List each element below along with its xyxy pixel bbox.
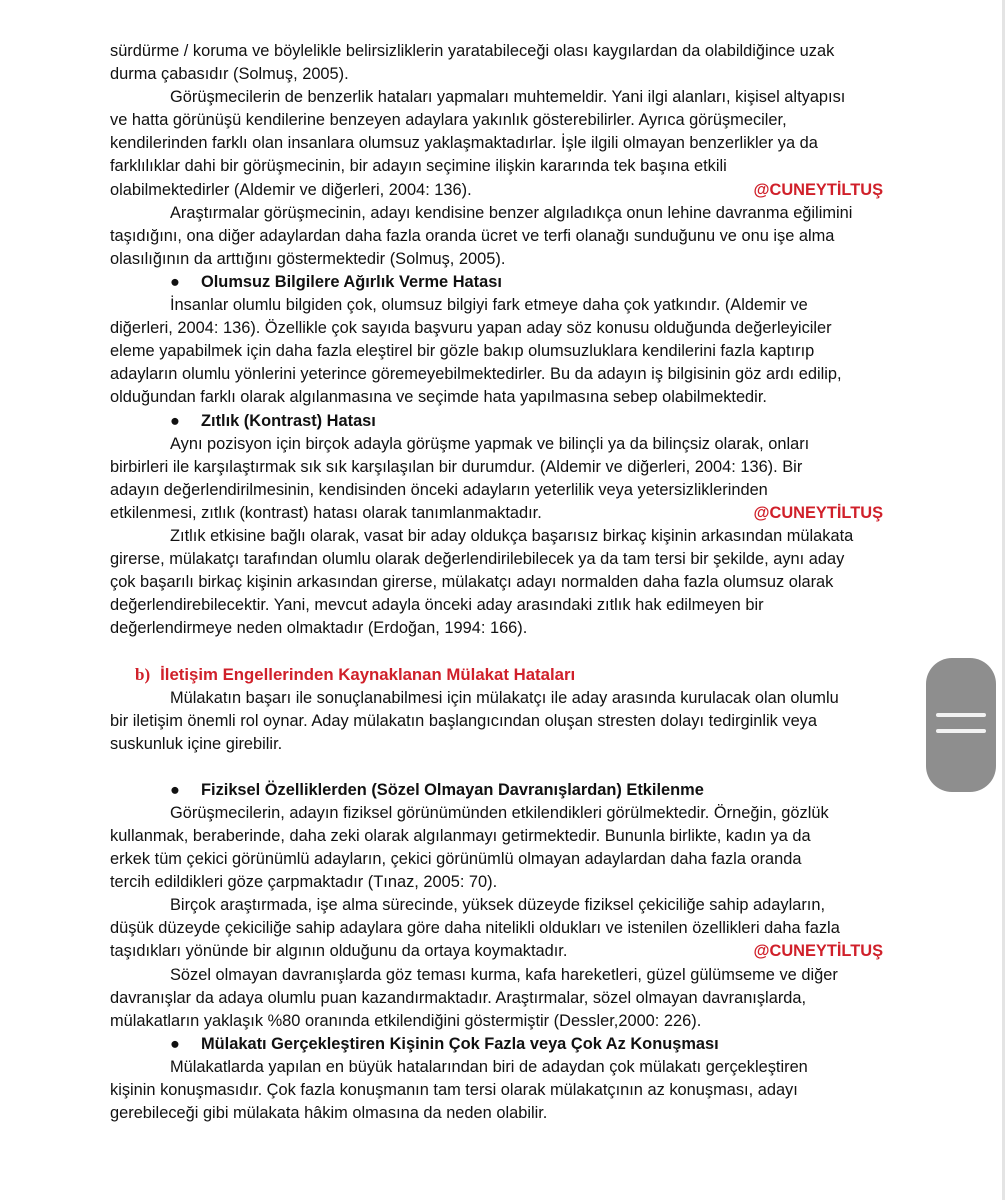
grip-line-icon (936, 729, 986, 733)
text-line: taşıdıkları yönünde bir algının olduğunu da ortaya koymaktadır. (110, 942, 568, 961)
bullet-heading-fiziksel: ● Fiziksel Özelliklerden (Sözel Olmayan Davranışlardan) Etkilenme (110, 779, 890, 802)
bullet-heading-olumsuz: ● Olumsuz Bilgilere Ağırlık Verme Hatası (110, 271, 890, 294)
text-line: davranışlar da adaya olumlu puan kazandırmaktadır. Araştırmalar, sözel olmayan davranışlarda, (110, 988, 807, 1007)
text-line: olasılığının da arttığını göstermektedir (Solmuş, 2005). (110, 249, 506, 268)
text-line: Sözel olmayan davranışlarda göz teması kurma, kafa hareketleri, güzel gülümseme ve diğer (170, 965, 838, 984)
text-line: Mülakatlarda yapılan en büyük hatalarından biri de adaydan çok mülakatı gerçekleştiren (170, 1057, 808, 1076)
text-line: bir iletişim önemli rol oynar. Aday mülakatın başlangıcından oluşan stresten dolayı tedirginlik veya (110, 711, 817, 730)
text-line: kendilerinden farklı olan insanlara olumsuz yaklaşmaktadırlar. İşle ilgili olmayan benzerlikler ya da (110, 134, 818, 153)
text-line: diğerleri, 2004: 136). Özellikle çok sayıda başvuru yapan aday söz konusu olduğunda değerleyiciler (110, 319, 832, 338)
text-line: birbirleri ile karşılaştırmak sık sık karşılaşılan bir durumdur. (Aldemir ve diğerleri, 2004: 136). Bir (110, 457, 803, 476)
text-line: Birçok araştırmada, işe alma sürecinde, yüksek düzeyde fiziksel çekiciliğe sahip adayların, (170, 896, 826, 915)
text-line: İnsanlar olumlu bilgiden çok, olumsuz bilgiyi fark etmeye daha çok yatkındır. (Aldemir ve (170, 296, 808, 315)
bullet-heading-konusma: ● Mülakatı Gerçekleştiren Kişinin Çok Fazla veya Çok Az Konuşması (110, 1033, 890, 1056)
text-line: eleme yapabilmek için daha fazla eleştirel bir gözle bakıp olumsuzluklara kendilerini fazla kaptırıp (110, 342, 815, 361)
text-line: mülakatların yaklaşık %80 oranında etkilendiğini göstermiştir (Dessler,2000: 226). (110, 1011, 702, 1030)
text-line: girerse, mülakatçı tarafından olumlu olarak değerlendirilebilecek ya da tam tersi bir şekilde, aynı aday (110, 550, 845, 569)
watermark-3: @CUNEYTİLTUŞ (753, 942, 883, 961)
text-line: durma çabasıdır (Solmuş, 2005). (110, 65, 349, 84)
text-line: taşıdığını, ona diğer adaylardan daha fazla oranda ücret ve terfi olanağı sunduğunu ve onu işe alma (110, 226, 835, 245)
text-line: değerlendirebilecektir. Yani, mevcut adayla önceki aday arasındaki zıtlık hak edilmeyen bir (110, 596, 764, 615)
text-line: kullanmak, beraberinde, daha zeki olarak algılanmayı getirmektedir. Bununla birlikte, kadın ya da (110, 827, 811, 845)
text-line: Mülakatın başarı ile sonuçlanabilmesi için mülakatçı ile aday arasında kurulacak olan olumlu (170, 688, 839, 707)
text-line-with-watermark (110, 940, 883, 963)
text-line: adayların olumlu yönlerini yeterince göremeyebilmektedirler. Bu da adayın iş bilgisinin göz ardı edilip, (110, 365, 842, 384)
text-line: olduğundan farklı olarak algılanmasına ve seçimde hata yapılmasına sebep olabilmektedir. (110, 388, 767, 407)
text-line: erkek tüm çekici görünümlü adayların, çekici görünümlü olmayan adaylardan daha fazla oranda (110, 850, 802, 869)
text-line: Aynı pozisyon için birçok adayla görüşme yapmak ve bilinçli ya da bilinçsiz olarak, onları (170, 434, 810, 453)
text-line-with-watermark (110, 502, 883, 525)
document-body (110, 40, 890, 1125)
bullet-dot-icon: ● (170, 780, 180, 799)
text-line: Görüşmecilerin de benzerlik hataları yapmaları muhtemeldir. Yani ilgi alanları, kişisel altyapısı (170, 88, 846, 107)
text-line: düşük düzeyde çekiciliğe sahip adaylara göre daha nitelikli oldukları ve istenilen özellikleri daha fazla (110, 919, 840, 938)
text-line: Zıtlık etkisine bağlı olarak, vasat bir aday oldukça başarısız birkaç kişinin arkasından mülakata (170, 526, 854, 545)
grip-line-icon (936, 713, 986, 717)
bullet-dot-icon: ● (170, 272, 180, 291)
text-line: Görüşmecilerin, adayın fiziksel görünümünden etkilendikleri görülmektedir. Örneğin, gözlük (170, 803, 829, 822)
watermark-1: @CUNEYTİLTUŞ (753, 180, 883, 199)
text-line: değerlendirmeye neden olmaktadır (Erdoğan, 1994: 166). (110, 619, 528, 638)
text-line: Araştırmalar görüşmecinin, adayı kendisine benzer algıladıkça onun lehine davranma eğilimini (170, 203, 853, 222)
text-line: etkilenmesi, zıtlık (kontrast) hatası olarak tanımlanmaktadır. (110, 503, 542, 522)
spacer (110, 756, 890, 779)
text-line: çok başarılı birkaç kişinin arkasından girerse, mülakatçı adayı normalden daha fazla olumsuz olarak (110, 573, 834, 592)
text-line: adayın değerlendirilmesinin, kendisinden önceki adayların yeterlilik veya yetersizliklerinden (110, 480, 768, 499)
text-line: gerebileceği gibi mülakata hâkim olmasına da neden olabilir. (110, 1104, 548, 1123)
text-line: sürdürme / koruma ve böylelikle belirsizliklerin yaratabileceği olası kaygılardan da olabildiğince uzak (110, 42, 835, 60)
text-line: suskunluk içine girebilir. (110, 734, 283, 753)
text-line: ve hatta görünüşü kendilerine benzeyen adaylara yakınlık gösterebilirler. Ayrıca görüşmeciler, (110, 111, 787, 130)
bullet-dot-icon: ● (170, 411, 180, 430)
text-line-with-watermark (110, 179, 883, 202)
scroll-handle[interactable] (926, 658, 996, 792)
text-line: farklılıklar dahi bir görüşmecinin, bir adayın seçimine ilişkin kararında tek başına etkili (110, 157, 727, 176)
bullet-dot-icon: ● (170, 1034, 180, 1053)
text-line: olabilmektedirler (Aldemir ve diğerleri, 2004: 136). (110, 180, 472, 199)
section-title: İletişim Engellerinden Kaynaklanan Mülakat Hataları (160, 665, 576, 685)
text-line: kişinin konuşmasıdır. Çok fazla konuşmanın tam tersi olarak mülakatçının az konuşması, adayı (110, 1081, 798, 1100)
section-heading-b (110, 663, 890, 686)
watermark-2: @CUNEYTİLTUŞ (753, 503, 883, 522)
section-letter: b) (135, 665, 151, 685)
bullet-heading-zitlik: ● Zıtlık (Kontrast) Hatası (110, 410, 890, 433)
text-line: tercih edildikleri göze çarpmaktadır (Tınaz, 2005: 70). (110, 873, 498, 892)
